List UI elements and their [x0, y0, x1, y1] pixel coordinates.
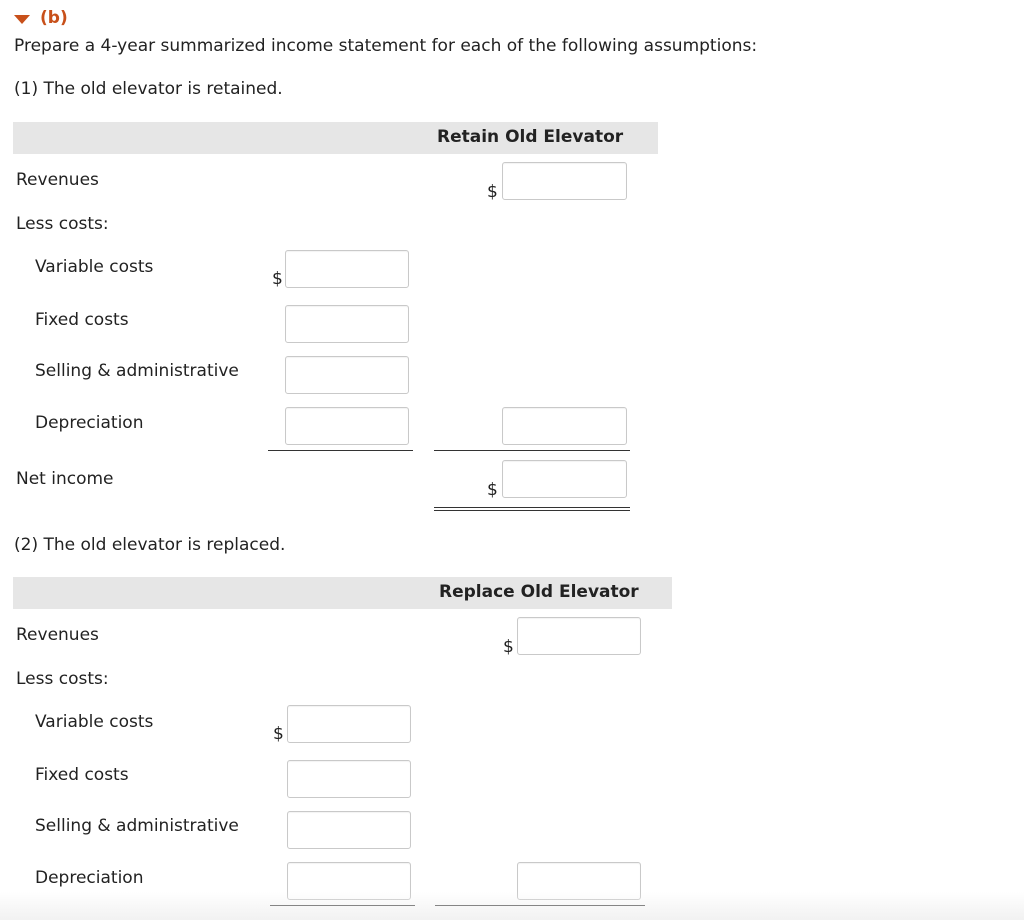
scenario-1-heading: (1) The old elevator is retained. — [14, 79, 283, 99]
s2-revenues-input[interactable] — [517, 617, 641, 655]
s1-net-income-label: Net income — [16, 469, 114, 489]
s1-depreciation-input[interactable] — [285, 407, 409, 445]
s2-selling-admin-label: Selling & administrative — [35, 816, 239, 836]
s1-revenues-dollar: $ — [487, 182, 498, 202]
s1-revenues-input[interactable] — [502, 162, 627, 200]
part-label: (b) — [40, 8, 68, 28]
s2-less-costs-label: Less costs: — [16, 669, 109, 689]
s1-selling-admin-label: Selling & administrative — [35, 361, 239, 381]
s1-variable-dollar: $ — [272, 269, 283, 289]
s2-variable-costs-input[interactable] — [287, 705, 411, 743]
s1-net-income-input[interactable] — [502, 460, 627, 498]
scenario-2-heading: (2) The old elevator is replaced. — [14, 535, 286, 555]
s2-fixed-costs-input[interactable] — [287, 760, 411, 798]
s1-variable-costs-label: Variable costs — [35, 257, 154, 277]
s1-total-rule — [434, 450, 630, 451]
s2-fixed-costs-label: Fixed costs — [35, 765, 129, 785]
s2-total-costs-input[interactable] — [517, 862, 641, 900]
s1-net-income-double-rule — [434, 507, 630, 511]
s1-variable-costs-input[interactable] — [285, 250, 409, 288]
instruction-text: Prepare a 4-year summarized income statement for each of the following assumptions: — [14, 36, 758, 56]
s1-costs-subtotal-rule — [268, 450, 413, 451]
s2-depreciation-input[interactable] — [287, 862, 411, 900]
s1-selling-admin-input[interactable] — [285, 356, 409, 394]
scenario-2-column-header: Replace Old Elevator — [439, 582, 639, 602]
s2-variable-costs-label: Variable costs — [35, 712, 154, 732]
s2-revenues-dollar: $ — [503, 637, 514, 657]
s2-costs-subtotal-rule — [270, 905, 415, 906]
s1-fixed-costs-label: Fixed costs — [35, 310, 129, 330]
part-b-header[interactable] — [14, 8, 68, 28]
s1-less-costs-label: Less costs: — [16, 214, 109, 234]
s2-total-rule — [435, 905, 645, 906]
s2-depreciation-label: Depreciation — [35, 868, 144, 888]
s1-depreciation-label: Depreciation — [35, 413, 144, 433]
bottom-scroll-fade — [0, 892, 1024, 920]
s2-revenues-label: Revenues — [16, 625, 99, 645]
s1-net-income-dollar: $ — [487, 480, 498, 500]
collapse-triangle-icon[interactable] — [14, 15, 30, 24]
s1-revenues-label: Revenues — [16, 170, 99, 190]
s2-variable-dollar: $ — [273, 724, 284, 744]
s2-selling-admin-input[interactable] — [287, 811, 411, 849]
s1-fixed-costs-input[interactable] — [285, 305, 409, 343]
s1-total-costs-input[interactable] — [502, 407, 627, 445]
scenario-1-column-header: Retain Old Elevator — [437, 127, 624, 147]
